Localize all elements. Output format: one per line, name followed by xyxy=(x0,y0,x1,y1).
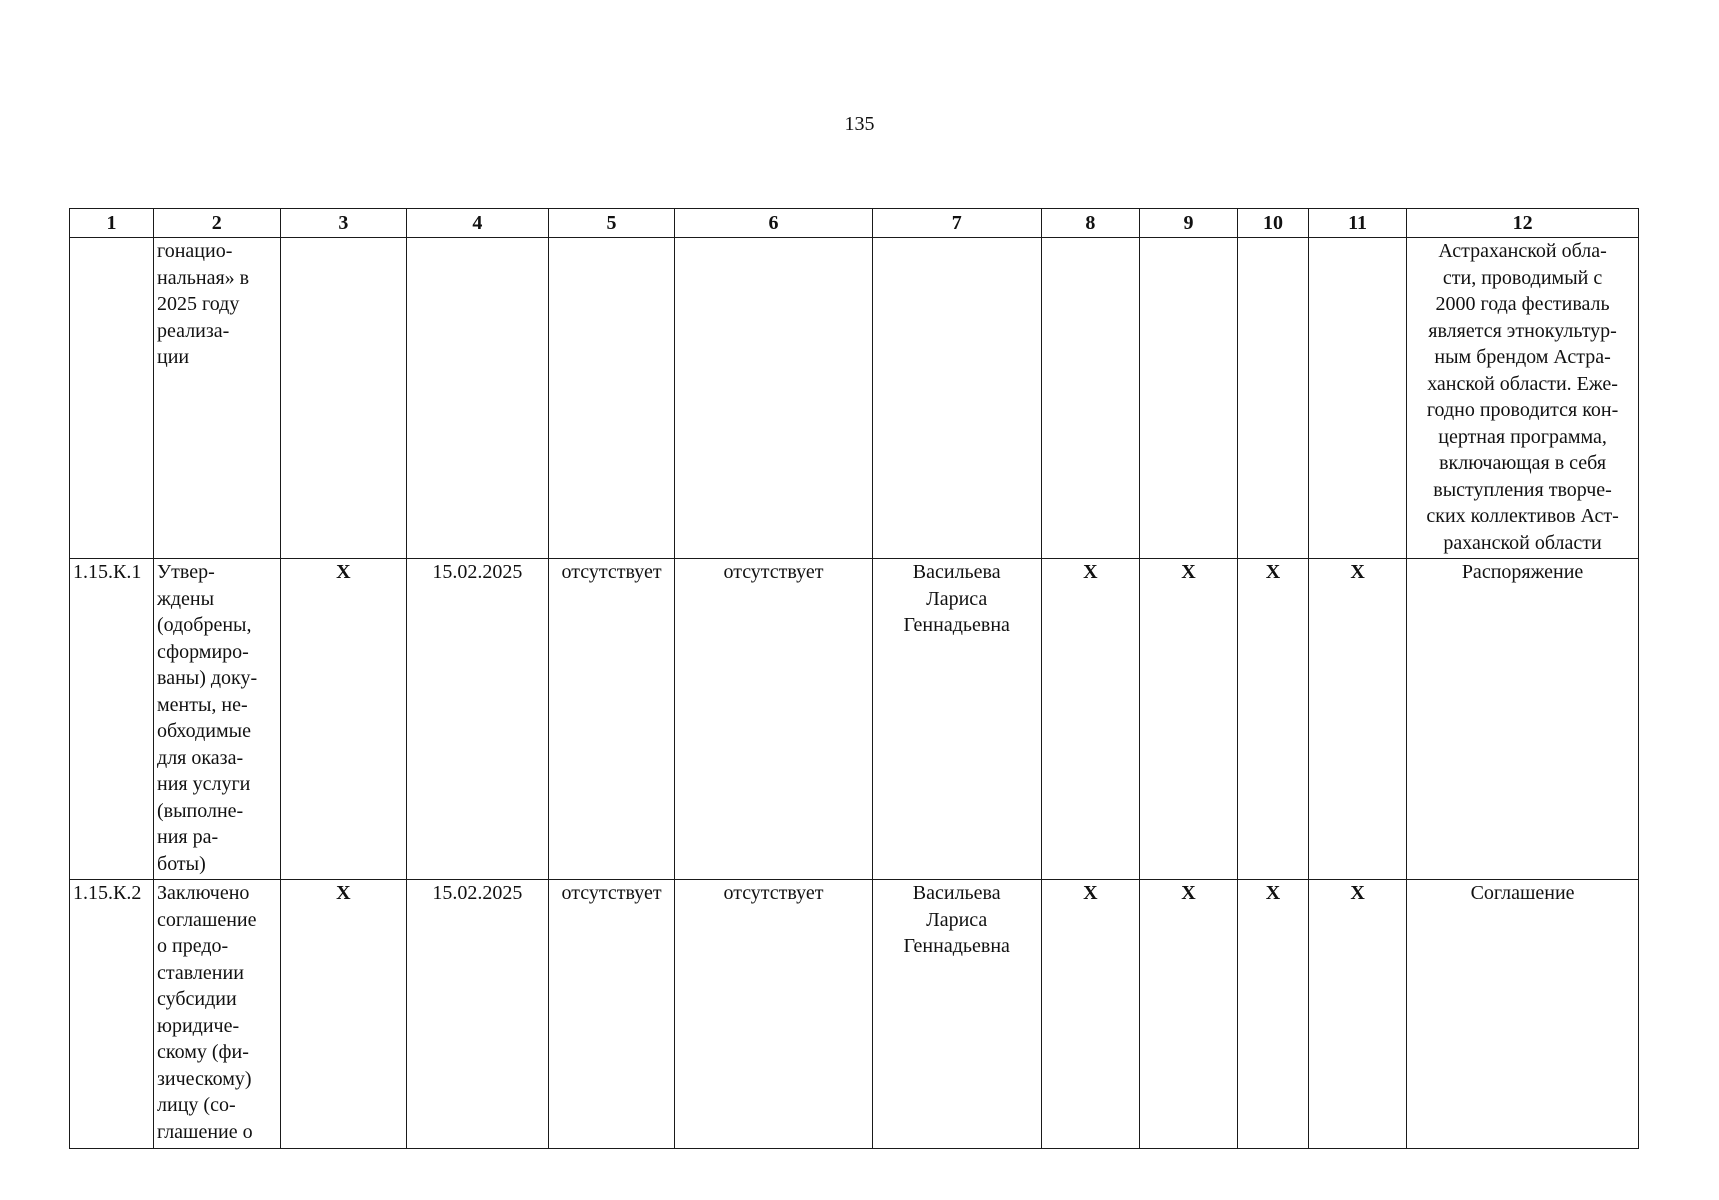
cell-11 xyxy=(1308,238,1406,559)
date-cell: 15.02.2025 xyxy=(407,559,549,880)
date-cell: 15.02.2025 xyxy=(407,880,549,1149)
date-cell xyxy=(407,238,549,559)
table-row xyxy=(70,880,1639,1149)
header-cell: 7 xyxy=(872,209,1041,238)
page-number: 135 xyxy=(844,113,875,135)
description-cell: Утвер- ждены (одобрены, сформиро- ваны) доку- менты, не- обходимые для оказа- ния услуги (выполне- ния ра- боты) xyxy=(154,559,281,880)
table-header-row xyxy=(70,209,1639,238)
cell-5: отсутствует xyxy=(548,559,675,880)
cell-11: X xyxy=(1308,880,1406,1149)
cell-10: X xyxy=(1238,880,1309,1149)
plan-table xyxy=(69,208,1639,1149)
cell-10 xyxy=(1238,238,1309,559)
table-row xyxy=(70,559,1639,880)
header-cell: 6 xyxy=(675,209,872,238)
document-cell: Соглашение xyxy=(1407,880,1639,1149)
cell-9: X xyxy=(1139,559,1237,880)
responsible-cell: Васильева Лариса Геннадьевна xyxy=(872,880,1041,1149)
table-row xyxy=(70,238,1639,559)
header-cell: 2 xyxy=(154,209,281,238)
cell-3 xyxy=(280,238,407,559)
code-cell: 1.15.К.2 xyxy=(70,880,154,1149)
cell-8 xyxy=(1041,238,1139,559)
cell-5 xyxy=(548,238,675,559)
cell-6 xyxy=(675,238,872,559)
header-cell: 9 xyxy=(1139,209,1237,238)
header-cell: 5 xyxy=(548,209,675,238)
cell-8: X xyxy=(1041,880,1139,1149)
header-cell: 8 xyxy=(1041,209,1139,238)
code-cell xyxy=(70,238,154,559)
cell-9: X xyxy=(1139,880,1237,1149)
cell-5: отсутствует xyxy=(548,880,675,1149)
header-cell: 4 xyxy=(407,209,549,238)
header-cell: 11 xyxy=(1308,209,1406,238)
description-cell: гонацио- нальная» в 2025 году реализа- ции xyxy=(154,238,281,559)
cell-6: отсутствует xyxy=(675,559,872,880)
cell-6: отсутствует xyxy=(675,880,872,1149)
cell-10: X xyxy=(1238,559,1309,880)
header-cell: 1 xyxy=(70,209,154,238)
header-cell: 10 xyxy=(1238,209,1309,238)
code-cell: 1.15.К.1 xyxy=(70,559,154,880)
cell-3: X xyxy=(280,880,407,1149)
description-cell: Заключено соглашение о предо- ставлении субсидии юридиче- скому (фи- зическому) лицу (со- глашение о xyxy=(154,880,281,1149)
cell-9 xyxy=(1139,238,1237,559)
header-cell: 3 xyxy=(280,209,407,238)
header-cell: 12 xyxy=(1407,209,1639,238)
document-cell: Распоряжение xyxy=(1407,559,1639,880)
cell-11: X xyxy=(1308,559,1406,880)
cell-8: X xyxy=(1041,559,1139,880)
responsible-cell: Васильева Лариса Геннадьевна xyxy=(872,559,1041,880)
cell-3: X xyxy=(280,559,407,880)
document-cell: Астраханской обла- сти, проводимый с 2000 года фестиваль является этнокультур- ным брендом Астра- ханской области. Еже- годно проводится кон- цертная программа, включающая в себя выступления творче- ских коллективов Аст- раханской области xyxy=(1407,238,1639,559)
responsible-cell xyxy=(872,238,1041,559)
